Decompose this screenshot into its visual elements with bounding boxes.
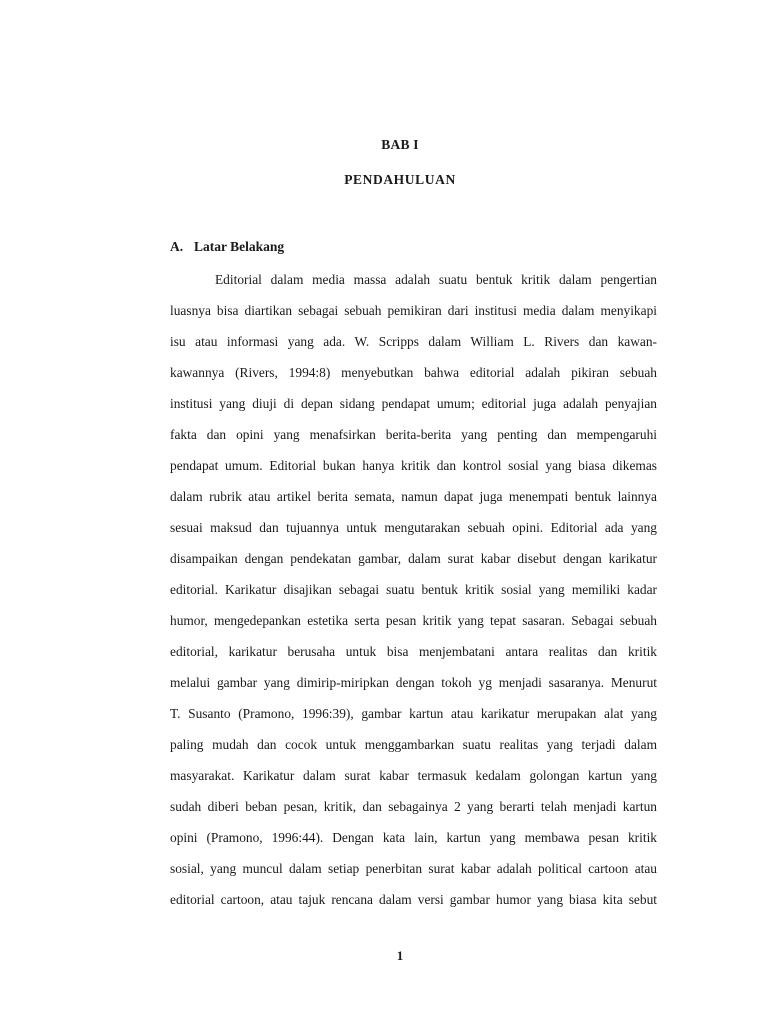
paragraph-line: pendapat umum. Editorial bukan hanya kritik dan kontrol sosial yang biasa dikemas (170, 458, 657, 473)
body-paragraph (170, 264, 657, 915)
paragraph-line: sesuai maksud dan tujuannya untuk mengutarakan sebuah opini. Editorial ada yang (170, 520, 657, 535)
paragraph-line: dalam rubrik atau artikel berita semata, namun dapat juga menempati bentuk lainnya (170, 489, 657, 504)
paragraph-line: institusi yang diuji di depan sidang pendapat umum; editorial juga adalah penyajian (170, 396, 657, 411)
paragraph-line: paling mudah dan cocok untuk menggambarkan suatu realitas yang terjadi dalam (170, 737, 657, 752)
paragraph-line: luasnya bisa diartikan sebagai sebuah pemikiran dari institusi media dalam menyikapi (170, 303, 657, 318)
paragraph-line: humor, mengedepankan estetika serta pesan kritik yang tepat sasaran. Sebagai sebuah (170, 613, 657, 628)
paragraph-line: editorial. Karikatur disajikan sebagai suatu bentuk kritik sosial yang memiliki kadar (170, 582, 657, 597)
paragraph-line: T. Susanto (Pramono, 1996:39), gambar kartun atau karikatur merupakan alat yang (170, 706, 657, 721)
paragraph-line: Editorial dalam media massa adalah suatu bentuk kritik dalam pengertian (215, 272, 657, 287)
page-number: 1 (396, 948, 404, 963)
paragraph-line: melalui gambar yang dimirip-miripkan dengan tokoh yg menjadi sasaranya. Menurut (170, 675, 657, 690)
section-heading (170, 239, 284, 255)
paragraph-line: editorial cartoon, atau tajuk rencana dalam versi gambar humor yang biasa kita sebut (170, 892, 657, 907)
paragraph-line: masyarakat. Karikatur dalam surat kabar termasuk kedalam golongan kartun yang (170, 768, 657, 783)
paragraph-line: kawannya (Rivers, 1994:8) menyebutkan bahwa editorial adalah pikiran sebuah (170, 365, 657, 380)
section-letter: A. (170, 239, 184, 254)
paragraph-line: isu atau informasi yang ada. W. Scripps dalam William L. Rivers dan kawan- (170, 334, 657, 349)
paragraph-line: editorial, karikatur berusaha untuk bisa menjembatani antara realitas dan kritik (170, 644, 657, 659)
paragraph-line: disampaikan dengan pendekatan gambar, dalam surat kabar disebut dengan karikatur (170, 551, 657, 566)
paragraph-line: fakta dan opini yang menafsirkan berita-berita yang penting dan mempengaruhi (170, 427, 657, 442)
chapter-title: PENDAHULUAN (344, 172, 456, 187)
section-title: Latar Belakang (194, 239, 285, 254)
paragraph-line: sudah diberi beban pesan, kritik, dan sebagainya 2 yang berarti telah menjadi kartun (170, 799, 657, 814)
paragraph-line: sosial, yang muncul dalam setiap penerbitan surat kabar adalah political cartoon atau (170, 861, 657, 876)
chapter-label: BAB I (381, 137, 419, 152)
paragraph-line: opini (Pramono, 1996:44). Dengan kata lain, kartun yang membawa pesan kritik (170, 830, 657, 845)
